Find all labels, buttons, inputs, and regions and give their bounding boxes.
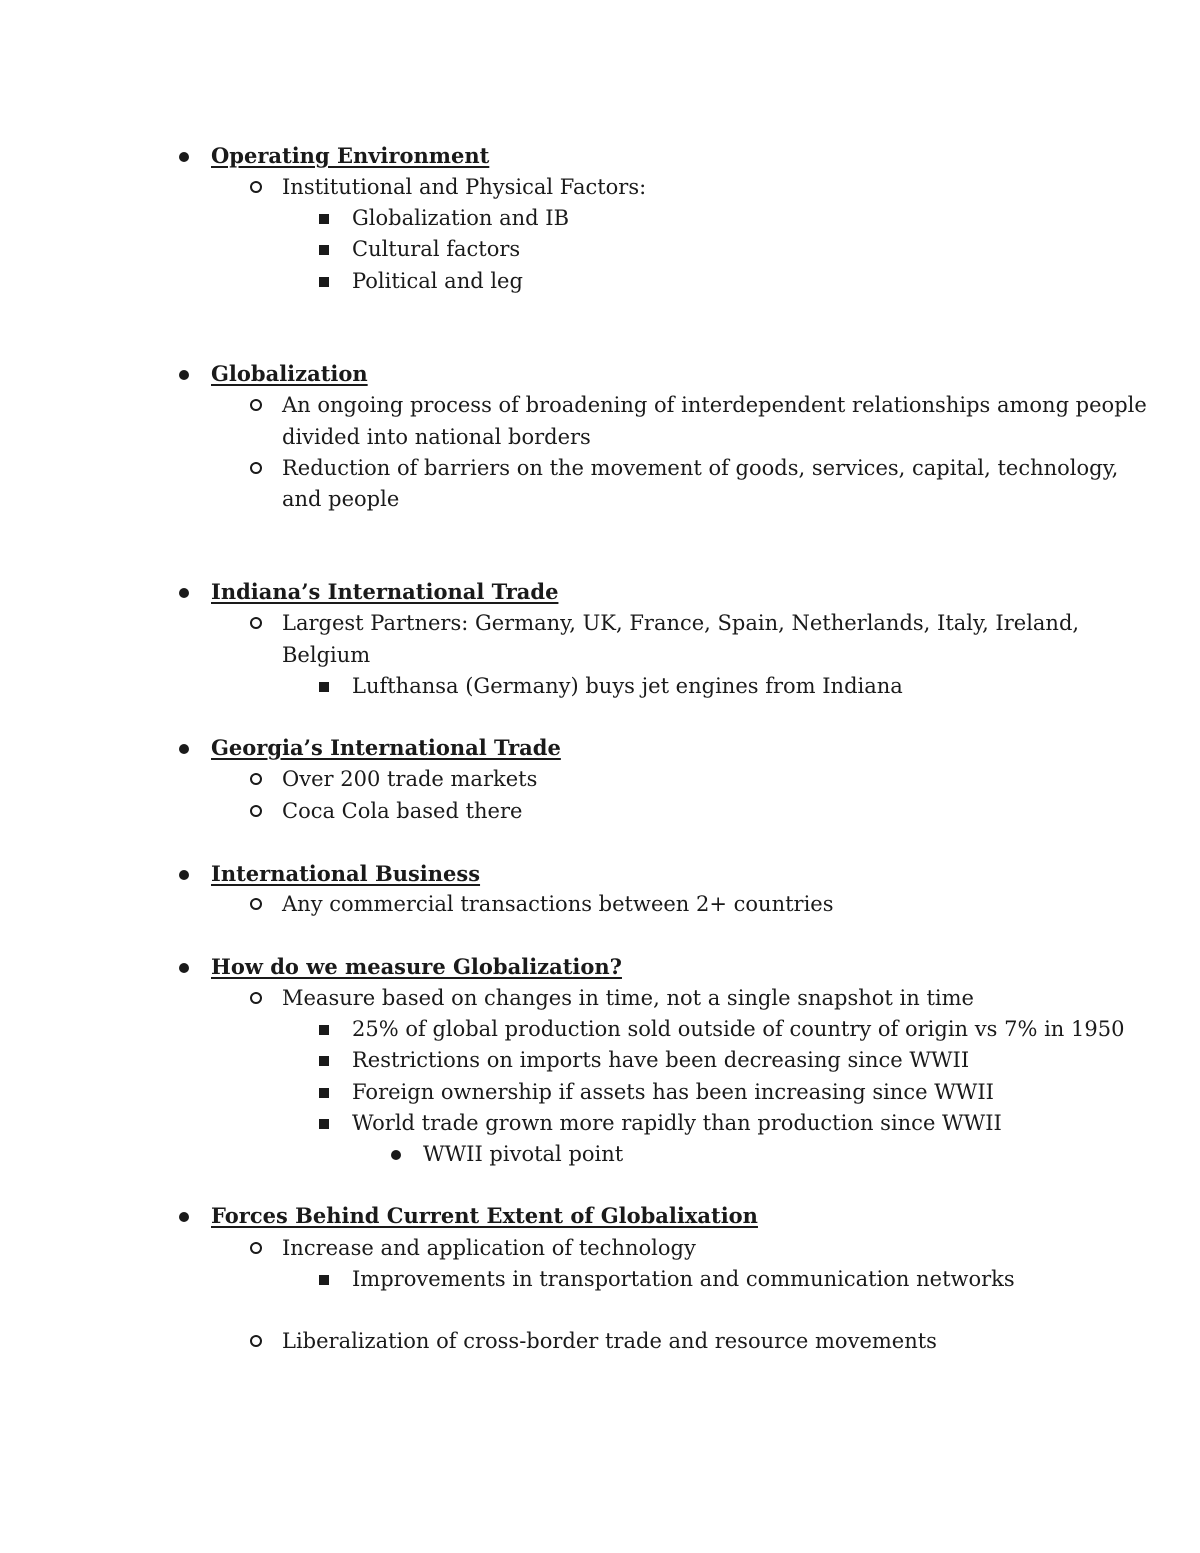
list-item: Cultural factors — [352, 237, 521, 261]
bullet-dot — [391, 1150, 401, 1160]
bullet-square — [319, 1275, 329, 1285]
list-item-continuation: divided into national borders — [282, 425, 591, 449]
section-heading: Forces Behind Current Extent of Globalixation — [211, 1203, 758, 1228]
bullet-circle — [250, 1335, 262, 1347]
list-item: Lufthansa (Germany) buys jet engines from Indiana — [352, 674, 903, 698]
bullet-dot — [179, 588, 189, 598]
bullet-circle — [250, 992, 262, 1004]
bullet-circle — [250, 181, 262, 193]
section-heading: International Business — [211, 861, 481, 886]
list-item-continuation: Belgium — [282, 643, 371, 667]
list-item: Coca Cola based there — [282, 799, 523, 823]
list-item: Reduction of barriers on the movement of goods, services, capital, technology, — [282, 456, 1119, 480]
section-heading: Operating Environment — [211, 143, 490, 168]
bullet-dot — [179, 870, 189, 880]
bullet-square — [319, 1056, 329, 1066]
list-item-continuation: and people — [282, 487, 400, 511]
list-item: Measure based on changes in time, not a single snapshot in time — [282, 986, 974, 1010]
list-item: Improvements in transportation and communication networks — [352, 1267, 1015, 1291]
bullet-dot — [179, 370, 189, 380]
list-item: Restrictions on imports have been decreasing since WWII — [352, 1048, 970, 1072]
bullet-circle — [250, 462, 262, 474]
bullet-dot — [179, 744, 189, 754]
section-heading: Globalization — [211, 361, 368, 386]
bullet-circle — [250, 773, 262, 785]
list-item: Foreign ownership if assets has been increasing since WWII — [352, 1080, 994, 1104]
bullet-circle — [250, 805, 262, 817]
list-item: An ongoing process of broadening of interdependent relationships among people — [282, 393, 1147, 417]
bullet-square — [319, 682, 329, 692]
list-item: Any commercial transactions between 2+ countries — [282, 892, 834, 916]
bullet-square — [319, 1119, 329, 1129]
bullet-dot — [179, 1212, 189, 1222]
bullet-square — [319, 1088, 329, 1098]
bullet-circle — [250, 617, 262, 629]
list-item: Largest Partners: Germany, UK, France, Spain, Netherlands, Italy, Ireland, — [282, 611, 1080, 635]
list-item: Political and leg — [352, 269, 523, 293]
list-item: WWII pivotal point — [423, 1142, 624, 1166]
bullet-circle — [250, 399, 262, 411]
list-item: World trade grown more rapidly than production since WWII — [352, 1111, 1002, 1135]
bullet-dot — [179, 152, 189, 162]
list-item: Liberalization of cross-border trade and resource movements — [282, 1329, 937, 1353]
list-item: Increase and application of technology — [282, 1236, 696, 1260]
bullet-square — [319, 245, 329, 255]
bullet-square — [319, 277, 329, 287]
bullet-dot — [179, 963, 189, 973]
list-item: Globalization and IB — [352, 206, 570, 230]
section-heading: How do we measure Globalization? — [211, 954, 622, 979]
bullet-circle — [250, 1242, 262, 1254]
bullet-square — [319, 214, 329, 224]
section-heading: Georgia’s International Trade — [211, 735, 561, 760]
bullet-square — [319, 1025, 329, 1035]
bullet-circle — [250, 898, 262, 910]
list-item: Over 200 trade markets — [282, 767, 538, 791]
list-item: 25% of global production sold outside of country of origin vs 7% in 1950 — [352, 1017, 1125, 1041]
section-heading: Indiana’s International Trade — [211, 579, 559, 604]
list-item: Institutional and Physical Factors: — [282, 175, 647, 199]
